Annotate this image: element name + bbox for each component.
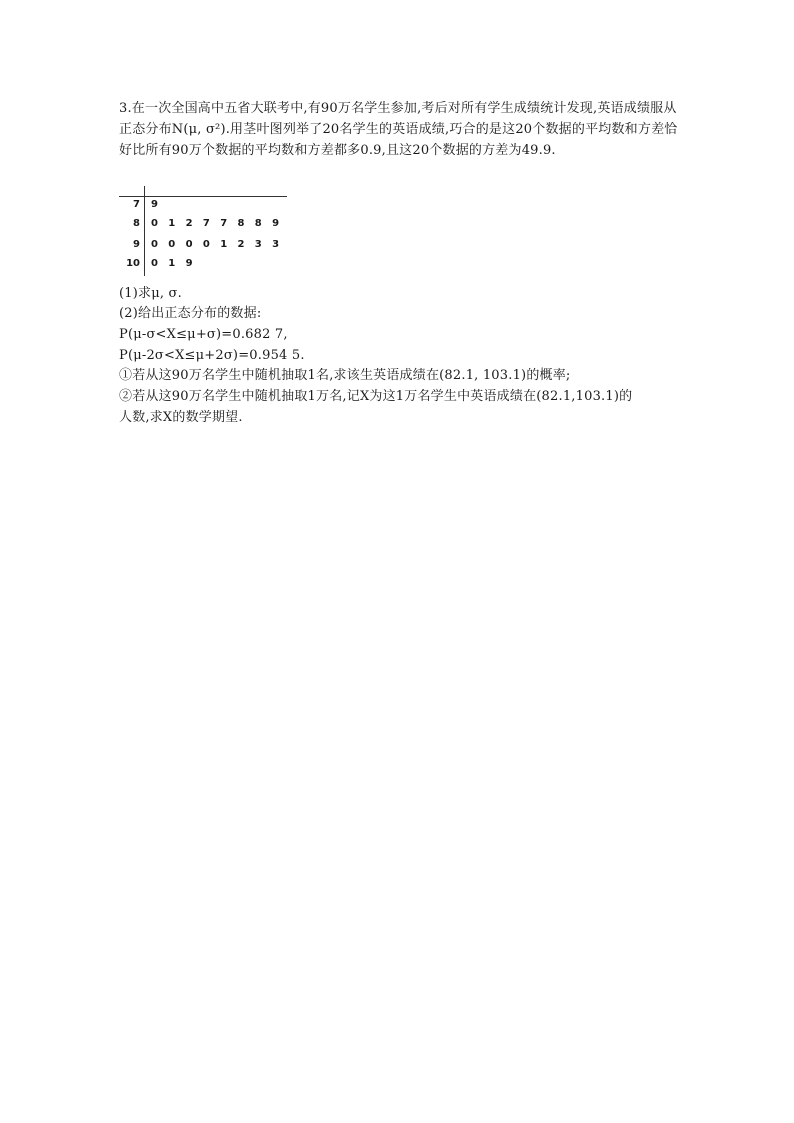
- leaf: 7: [220, 218, 228, 229]
- sub-question-1: ①若从这90万名学生中随机抽取1名,求该生英语成绩在(82.1, 103.1)的概率;: [119, 368, 571, 383]
- probability-formula-1: P(μ-σ<X≤μ+σ)=0.682 7,: [119, 327, 288, 342]
- leaf: 1: [168, 258, 176, 269]
- leaf-values: [151, 258, 203, 269]
- leaf: 2: [237, 239, 245, 250]
- leaf-values: [151, 239, 289, 250]
- leaf: 9: [151, 199, 158, 210]
- question-2-intro: (2)给出正态分布的数据:: [119, 306, 262, 321]
- leaf: 3: [272, 239, 280, 250]
- leaf: 0: [151, 258, 158, 269]
- leaf: 2: [185, 218, 193, 229]
- leaf-values: [151, 218, 289, 229]
- leaf: 1: [168, 218, 176, 229]
- leaf: 0: [151, 239, 158, 250]
- leaf: 0: [185, 239, 193, 250]
- leaf: 0: [202, 239, 210, 250]
- stem-value: 9: [133, 239, 140, 250]
- problem-statement: 3.在一次全国高中五省大联考中,有90万名学生参加,考后对所有学生成绩统计发现,英语成绩服从正态分布N(μ, σ²).用茎叶图列举了20名学生的英语成绩,巧合的是这20个数据的平均数和方差恰好比所有90万个数据的平均数和方差都多0.9,且这20个数据的方差为49.9.: [119, 101, 678, 158]
- leaf: 7: [202, 218, 210, 229]
- leaf: 3: [254, 239, 262, 250]
- leaf: 9: [272, 218, 280, 229]
- stem-value: 7: [133, 199, 140, 210]
- leaf: 0: [168, 239, 176, 250]
- leaf: 1: [220, 239, 228, 250]
- question-1: (1)求μ, σ.: [119, 286, 182, 301]
- leaf: 8: [254, 218, 262, 229]
- sub-question-2-line-2: 人数,求X的数学期望.: [119, 410, 243, 425]
- probability-formula-2: P(μ-2σ<X≤μ+2σ)=0.954 5.: [119, 348, 305, 363]
- stem-value: 8: [133, 218, 140, 229]
- stem-value: 10: [126, 258, 140, 269]
- leaf: 8: [237, 218, 245, 229]
- leaf: 0: [151, 218, 158, 229]
- stem-and-leaf-plot: [119, 186, 289, 276]
- sub-question-2-line-1: ②若从这90万名学生中随机抽取1万名,记X为这1万名学生中英语成绩在(82.1,103.1)的: [119, 389, 633, 404]
- leaf-values: [151, 199, 168, 210]
- leaf: 9: [185, 258, 193, 269]
- plot-vertical-rule: [144, 186, 145, 276]
